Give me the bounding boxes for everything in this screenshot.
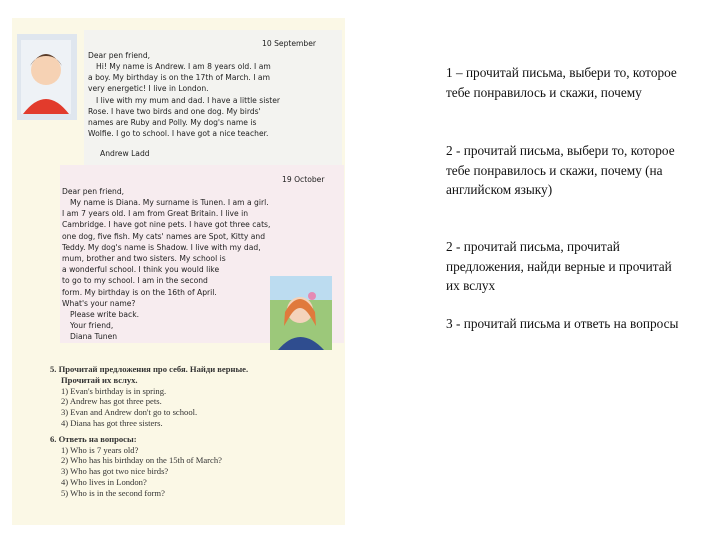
- letter1-signature: Andrew Ladd: [100, 149, 150, 158]
- letter2-greeting: Dear pen friend,: [62, 187, 125, 196]
- textbook-page-image: [12, 18, 345, 525]
- task-4: 3 - прочитай письма и ответь на вопросы: [446, 316, 679, 331]
- letter2-body: My name is Diana. My surname is Tunen. I am a girl. I am 7 years old. I am from Great Britain. I live in Cambridge. I have got nine pets. I have got three cats, one dog, five fish. My cats' names are Spot, Kitty and Teddy. My dog's name is Shadow. I live with my dad, mum, brother and two sisters. My school is a wonderful school. I think you would like to go to my school. I am in the second form. My birthday is on the 16th of April. What's your name? Please write back. Your friend, Diana Tunen: [62, 198, 271, 342]
- letter1-body: Hi! My name is Andrew. I am 8 years old. I am a boy. My birthday is on the 17th of March. I am very energetic! I live in London. I live with my mum and dad. I have a little sister Rose. I have two birds and one dog. My birds' names are Ruby and Polly. My dog's name is Wolfie. I go to school. I have got a nice teacher.: [88, 62, 281, 139]
- exercise-5: 5. Прочитай предложения про себя. Найди верные. Прочитай их вслух. 1) Evan's birthday is in spring. 2) Andrew has got three pets. 3) Evan and Andrew don't go to school. 4) Diana has got three sisters. 6. Ответь на вопросы: 1) Who is 7 years old? 2) Who has his birthday on the 15th of March? 3) Who has got two nice birds? 4) Who lives in London? 5) Who is in the second form?: [50, 364, 249, 498]
- letter1-greeting: Dear pen friend,: [88, 51, 151, 60]
- letter1-date: 10 September: [262, 39, 317, 48]
- girl-portrait-picture: [270, 276, 332, 350]
- task-2: 2 - прочитай письма, выбери то, которое тебе понравилось и скажи, почему (на английском языку): [446, 143, 675, 197]
- letter2-date: 19 October: [282, 175, 325, 184]
- task-1: 1 – прочитай письма, выбери то, которое тебе понравилось и скажи, почему: [446, 65, 677, 100]
- boy-portrait-picture: [17, 34, 77, 120]
- task-3: 2 - прочитай письма, прочитай предложения, найди верные и прочитай их вслух: [446, 239, 672, 293]
